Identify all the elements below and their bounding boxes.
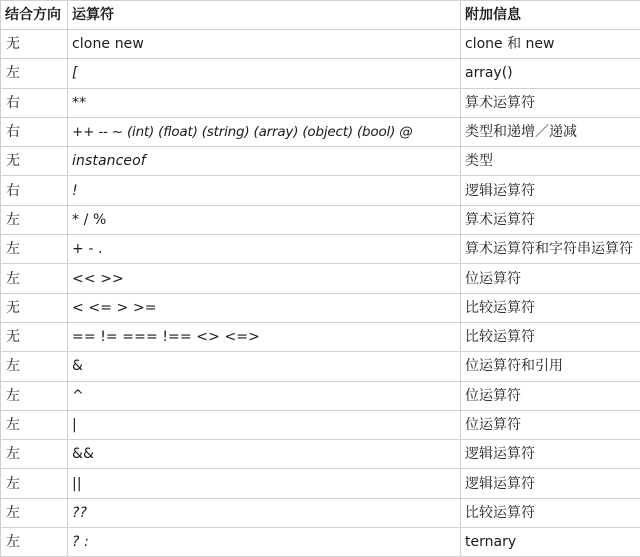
associativity-cell: 左	[1, 528, 68, 557]
table-row	[1, 59, 640, 88]
table-row	[1, 88, 640, 117]
table-header-row	[1, 1, 640, 30]
associativity-cell: 左	[1, 440, 68, 469]
associativity-cell: 左	[1, 235, 68, 264]
info-cell: 算术运算符	[461, 88, 640, 117]
associativity-cell: 无	[1, 293, 68, 322]
operators-cell: &&	[68, 440, 461, 469]
operators-cell: **	[68, 88, 461, 117]
operators-cell: ||	[68, 469, 461, 498]
info-cell: 类型和递增／递减	[461, 117, 640, 146]
table-row	[1, 293, 640, 322]
operators-cell: * / %	[68, 205, 461, 234]
info-cell: 逻辑运算符	[461, 469, 640, 498]
info-cell: 位运算符	[461, 410, 640, 439]
info-cell: 逻辑运算符	[461, 176, 640, 205]
associativity-cell: 左	[1, 410, 68, 439]
table-row	[1, 498, 640, 527]
associativity-cell: 右	[1, 117, 68, 146]
info-cell: 位运算符	[461, 264, 640, 293]
operators-cell: ++ -- ~ (int) (float) (string) (array) (object) (bool) @	[68, 117, 461, 146]
table-row	[1, 264, 640, 293]
operators-cell: == != === !== <> <=>	[68, 322, 461, 351]
associativity-cell: 无	[1, 30, 68, 59]
table-row	[1, 205, 640, 234]
info-cell: 类型	[461, 147, 640, 176]
associativity-cell: 右	[1, 88, 68, 117]
info-cell: 比较运算符	[461, 498, 640, 527]
table-row	[1, 410, 640, 439]
info-cell: clone 和 new	[461, 30, 640, 59]
table-row	[1, 469, 640, 498]
table-row	[1, 176, 640, 205]
associativity-cell: 左	[1, 352, 68, 381]
table-row	[1, 381, 640, 410]
table-row	[1, 528, 640, 557]
info-cell: 位运算符和引用	[461, 352, 640, 381]
operators-cell: instanceof	[68, 147, 461, 176]
table-row	[1, 440, 640, 469]
operators-cell: ??	[68, 498, 461, 527]
associativity-cell: 左	[1, 264, 68, 293]
operators-cell: + - .	[68, 235, 461, 264]
table-row	[1, 322, 640, 351]
info-cell: ternary	[461, 528, 640, 557]
info-cell: 比较运算符	[461, 293, 640, 322]
operators-cell: [	[68, 59, 461, 88]
info-cell: 比较运算符	[461, 322, 640, 351]
table-row	[1, 235, 640, 264]
info-cell: array()	[461, 59, 640, 88]
operators-cell: &	[68, 352, 461, 381]
header-operators: 运算符	[68, 1, 461, 30]
table-row	[1, 352, 640, 381]
header-info: 附加信息	[461, 1, 640, 30]
operators-cell: << >>	[68, 264, 461, 293]
table-row	[1, 30, 640, 59]
operators-cell: < <= > >=	[68, 293, 461, 322]
associativity-cell: 左	[1, 469, 68, 498]
associativity-cell: 左	[1, 381, 68, 410]
operators-cell: ^	[68, 381, 461, 410]
associativity-cell: 右	[1, 176, 68, 205]
info-cell: 逻辑运算符	[461, 440, 640, 469]
header-associativity: 结合方向	[1, 1, 68, 30]
operators-cell: |	[68, 410, 461, 439]
info-cell: 位运算符	[461, 381, 640, 410]
table-row	[1, 147, 640, 176]
info-cell: 算术运算符和字符串运算符	[461, 235, 640, 264]
operators-cell: clone new	[68, 30, 461, 59]
associativity-cell: 左	[1, 498, 68, 527]
associativity-cell: 无	[1, 147, 68, 176]
operators-cell: !	[68, 176, 461, 205]
table-row	[1, 117, 640, 146]
associativity-cell: 无	[1, 322, 68, 351]
associativity-cell: 左	[1, 205, 68, 234]
associativity-cell: 左	[1, 59, 68, 88]
info-cell: 算术运算符	[461, 205, 640, 234]
operators-cell: ? :	[68, 528, 461, 557]
